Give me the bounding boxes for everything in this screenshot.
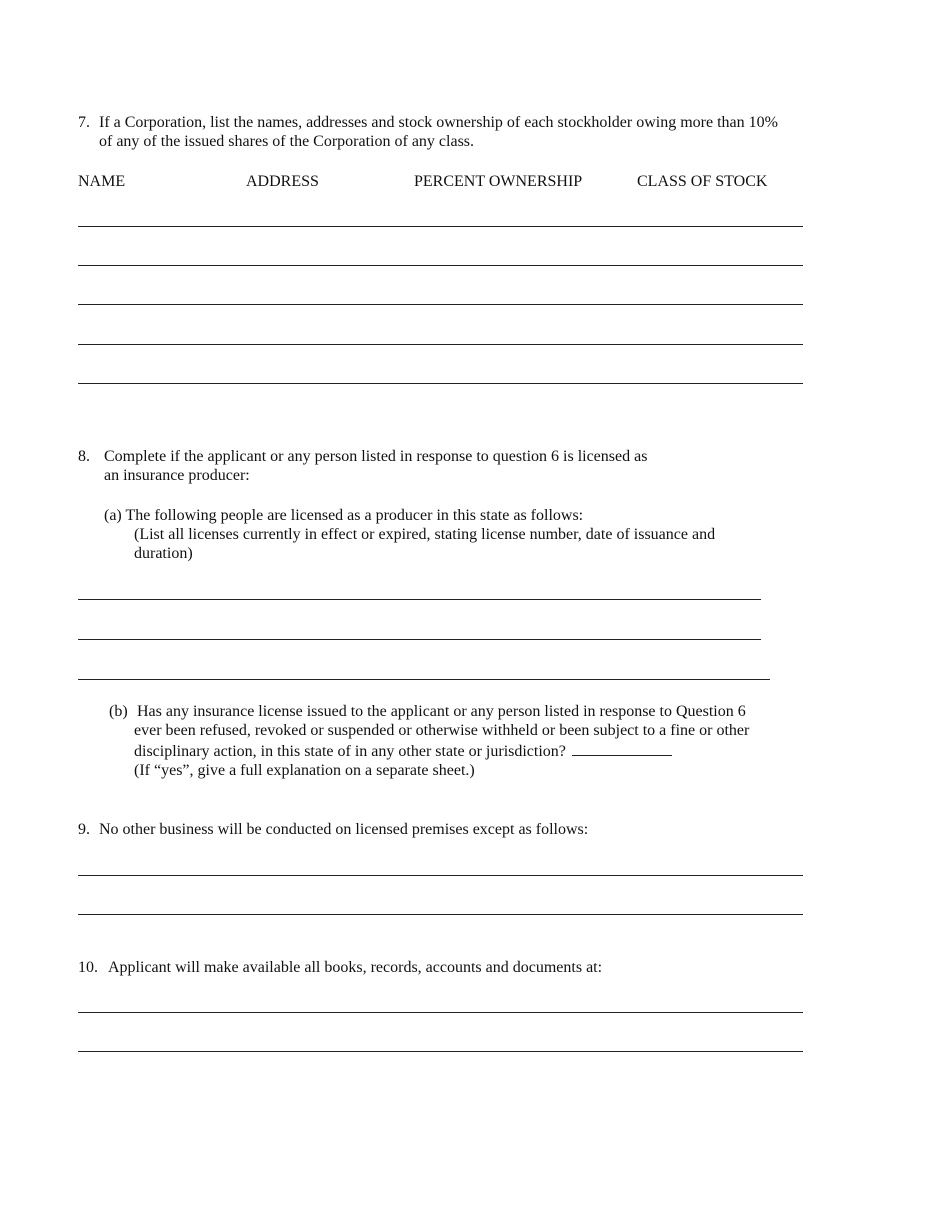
q8b-text-line3: disciplinary action, in this state of in any other state or jurisdiction? — [134, 743, 566, 760]
stockholder-entry-line[interactable] — [78, 265, 803, 266]
q10-number: 10. — [78, 959, 98, 976]
q9-text: No other business will be conducted on licensed premises except as follows: — [99, 821, 589, 838]
column-header-address: ADDRESS — [246, 173, 319, 190]
q10-text: Applicant will make available all books, records, accounts and documents at: — [108, 959, 603, 976]
stockholder-entry-line[interactable] — [78, 226, 803, 227]
q9-number: 9. — [78, 821, 90, 838]
q7-text-line2: of any of the issued shares of the Corporation of any class. — [99, 133, 475, 150]
q8-text-line1: Complete if the applicant or any person listed in response to question 6 is licensed as — [104, 448, 648, 465]
column-header-name: NAME — [78, 173, 126, 190]
q8a-text-line1: (a) The following people are licensed as a producer in this state as follows: — [104, 507, 584, 524]
producer-license-entry-line[interactable] — [78, 639, 761, 640]
other-business-entry-line[interactable] — [78, 875, 803, 876]
q8b-text-line1: Has any insurance license issued to the applicant or any person listed in response to Question 6 — [137, 703, 746, 720]
stockholder-entry-line[interactable] — [78, 344, 803, 345]
q8b-text-line2: ever been refused, revoked or suspended or otherwise withheld or been subject to a fine or other — [134, 722, 750, 739]
q8b-answer-blank[interactable] — [572, 741, 672, 756]
q8b-text-line3-row — [134, 741, 672, 761]
q7-text-line1: If a Corporation, list the names, addresses and stock ownership of each stockholder owing more than 10% — [99, 114, 778, 131]
other-business-entry-line[interactable] — [78, 914, 803, 915]
column-header-percent-ownership: PERCENT OWNERSHIP — [414, 173, 583, 190]
column-header-class-of-stock: CLASS OF STOCK — [637, 173, 768, 190]
q8-text-line2: an insurance producer: — [104, 467, 250, 484]
q7-number: 7. — [78, 114, 90, 131]
producer-license-entry-line[interactable] — [78, 679, 770, 680]
q8b-marker: (b) — [109, 703, 128, 720]
stockholder-entry-line[interactable] — [78, 383, 803, 384]
producer-license-entry-line[interactable] — [78, 599, 761, 600]
records-location-entry-line[interactable] — [78, 1051, 803, 1052]
stockholder-entry-line[interactable] — [78, 304, 803, 305]
q8a-text-line2: (List all licenses currently in effect or expired, stating license number, date of issuance and — [134, 526, 716, 543]
q8-number: 8. — [78, 448, 90, 465]
q8b-text-line4: (If “yes”, give a full explanation on a separate sheet.) — [134, 762, 475, 779]
q8a-text-line3: duration) — [134, 545, 193, 562]
records-location-entry-line[interactable] — [78, 1012, 803, 1013]
